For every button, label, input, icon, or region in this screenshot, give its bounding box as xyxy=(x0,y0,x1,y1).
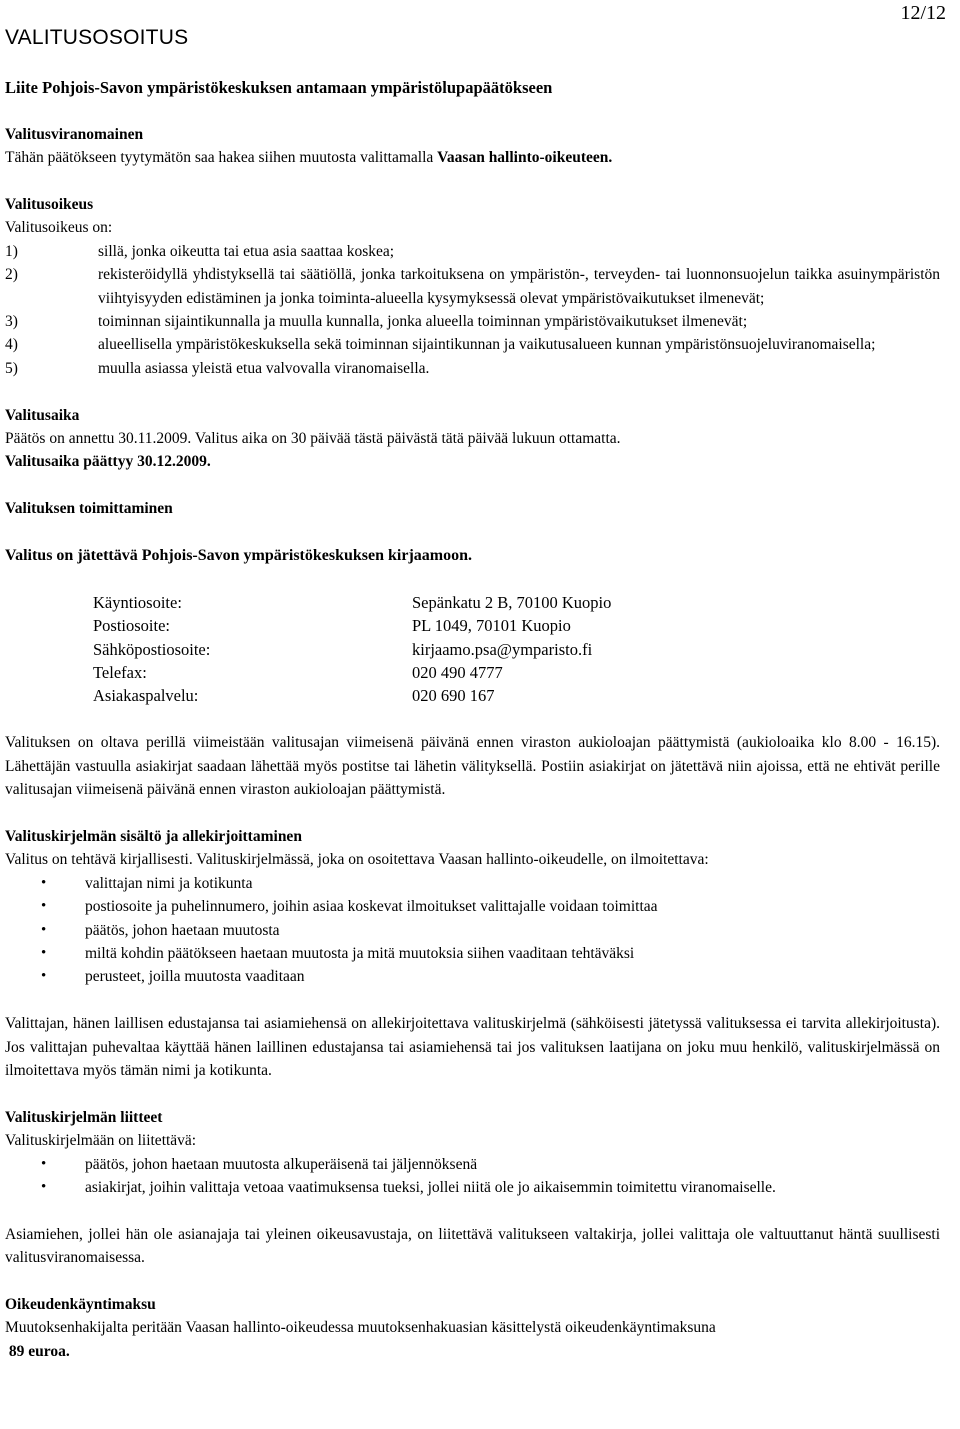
list-item: 3) toiminnan sijaintikunnalla ja muulla kunnalla, jonka alueella toiminnan ympäristövaikutukset ilmenevät; xyxy=(5,313,748,331)
appeal-right-intro: Valitusoikeus on: xyxy=(5,219,113,237)
contact-row: Postiosoite: PL 1049, 70101 Kuopio xyxy=(93,616,571,636)
content-intro: Valitus on tehtävä kirjallisesti. Valituskirjelmässä, joka on osoitettava Vaasan hallinto-oikeudelle, on ilmoitettava: xyxy=(5,851,709,869)
list-item: • päätös, johon haetaan muutosta alkuperäisenä tai jäljennöksenä xyxy=(5,1153,940,1176)
list-item: 5) muulla asiassa yleistä etua valvovalla viranomaisella. xyxy=(5,359,430,377)
list-item: • päätös, johon haetaan muutosta xyxy=(5,919,940,942)
bullet-icon: • xyxy=(41,898,47,915)
appeal-right-list xyxy=(5,240,940,380)
list-item: • perusteet, joilla muutosta vaaditaan xyxy=(5,965,940,988)
bullet-icon: • xyxy=(41,944,47,961)
list-item: • valittajan nimi ja kotikunta xyxy=(5,872,940,895)
court-fee-text: Muutoksenhakijalta peritään Vaasan hallinto-oikeudessa muutoksenhakuasian käsittelystä oikeudenkäyntimaksuna xyxy=(5,1319,716,1337)
submission-paragraph: Valituksen on oltava perillä viimeistään valitusajan viimeisenä päivänä ennen viraston aukioloajan päättymistä (aukioloaika klo 8.00 - 16.15). Lähettäjän vastuulla asiakirjat saadaan lähettää myös postitse tai lähetin välityksellä. Postiin asiakirjat on jätettävä niin ajoissa, että ne ehtivät perille valitusajan viimeisenä päivänä ennen viraston aukioloajan päättymistä. xyxy=(5,734,940,799)
heading-valitusviranomainen: Valitusviranomainen xyxy=(5,125,144,143)
list-item: • asiakirjat, joihin valittaja vetoaa vaatimuksensa tueksi, jollei niitä ole jo aikaisemmin toimitettu viranomaiselle. xyxy=(5,1176,940,1199)
bullet-icon: • xyxy=(41,921,47,938)
decision-date-text: Päätös on annettu 30.11.2009. Valitus aika on 30 päivää tästä päivästä tätä päivää lukuun ottamatta. xyxy=(5,430,621,448)
attachments-intro: Valituskirjelmään on liitettävä: xyxy=(5,1132,197,1150)
bullet-icon: • xyxy=(41,968,47,985)
heading-valituskirjelman-liitteet: Valituskirjelmän liitteet xyxy=(5,1108,163,1126)
list-item: 4) alueellisella ympäristökeskuksella sekä toiminnan sijaintikunnan ja vaikutusalueen kunnan ympäristönsuojeluviranomaisella; xyxy=(5,336,876,354)
court-fee-amount: 89 euroa. xyxy=(5,1342,70,1360)
heading-oikeudenkayntimaksu: Oikeudenkäyntimaksu xyxy=(5,1295,156,1313)
contact-row: Asiakaspalvelu: 020 690 167 xyxy=(93,686,495,706)
document-body xyxy=(5,76,940,1363)
list-item: 1) sillä, jonka oikeutta tai etua asia saattaa koskea; xyxy=(5,242,395,260)
contact-details xyxy=(93,591,940,708)
signature-paragraph: Valittajan, hänen laillisen edustajansa tai asiamiehensä on allekirjoitettava valituskirjelmä (sähköisesti jätetyssä valituksessa ei tarvita allekirjoitusta). Jos valittajan puhevaltaa käyttää hänen laillinen edustajansa tai asiamiehensä tai jos valituksen laatijana on joku muu henkilö, valituskirjelmässä on ilmoitettava myös tämän nimi ja kotikunta. xyxy=(5,1015,940,1079)
bullet-icon: • xyxy=(41,874,47,891)
heading-valitusaika: Valitusaika xyxy=(5,406,80,424)
power-of-attorney-paragraph: Asiamiehen, jollei hän ole asianajaja tai yleinen oikeusavustaja, on liitettävä valitukseen valtakirja, jollei valittaja ole valtuuttanut häntä suullisesti valitusviranomaisessa. xyxy=(5,1225,940,1267)
heading-valituskirjelman-sisalto: Valituskirjelmän sisältö ja allekirjoittaminen xyxy=(5,827,302,845)
heading-valitusoikeus: Valitusoikeus xyxy=(5,196,94,213)
bullet-icon: • xyxy=(41,1178,47,1195)
list-item: • miltä kohdin päätökseen haetaan muutosta ja mitä muutoksia siihen vaaditaan tehtäväksi xyxy=(5,942,940,965)
contact-row: Käyntiosoite: Sepänkatu 2 B, 70100 Kuopio xyxy=(93,592,612,612)
contact-row: Sähköpostiosoite: kirjaamo.psa@ymparisto.fi xyxy=(93,638,940,661)
appeal-authority-text: Tähän päätökseen tyytymätön saa hakea siihen muutosta valittamalla Vaasan hallinto-oikeuteen. xyxy=(5,149,613,167)
appeal-court-name: Vaasan hallinto-oikeuteen. xyxy=(437,149,613,167)
bullet-icon: • xyxy=(41,1155,47,1172)
page-number: 12/12 xyxy=(900,2,946,24)
heading-valituksen-toimittaminen: Valituksen toimittaminen xyxy=(5,500,173,518)
email-address: kirjaamo.psa@ymparisto.fi xyxy=(412,639,593,659)
attachments-list xyxy=(5,1153,940,1200)
content-requirements-list xyxy=(5,872,940,989)
appeal-deadline: Valitusaika päättyy 30.12.2009. xyxy=(5,453,211,471)
list-item: 2) rekisteröidyllä yhdistyksellä tai säätiöllä, jonka tarkoituksena on ympäristön-, terveyden- tai luonnonsuojelun taikka asuinympäristön viihtyisyyden edistäminen ja jonka toiminta-alueella kysymyksessä olevat ympäristövaikutukset ilmenevät; xyxy=(5,266,940,307)
submission-instruction: Valitus on jätettävä Pohjois-Savon ympäristökeskuksen kirjaamoon. xyxy=(5,547,473,565)
contact-row: Telefax: 020 490 4777 xyxy=(93,663,503,683)
page-header-title: VALITUSOSOITUS xyxy=(5,26,189,49)
list-item: • postiosoite ja puhelinnumero, joihin asiaa koskevat ilmoitukset valittajalle voidaan toimittaa xyxy=(5,895,940,918)
document-title: Liite Pohjois-Savon ympäristökeskuksen antamaan ympäristölupapäätökseen xyxy=(5,78,553,97)
